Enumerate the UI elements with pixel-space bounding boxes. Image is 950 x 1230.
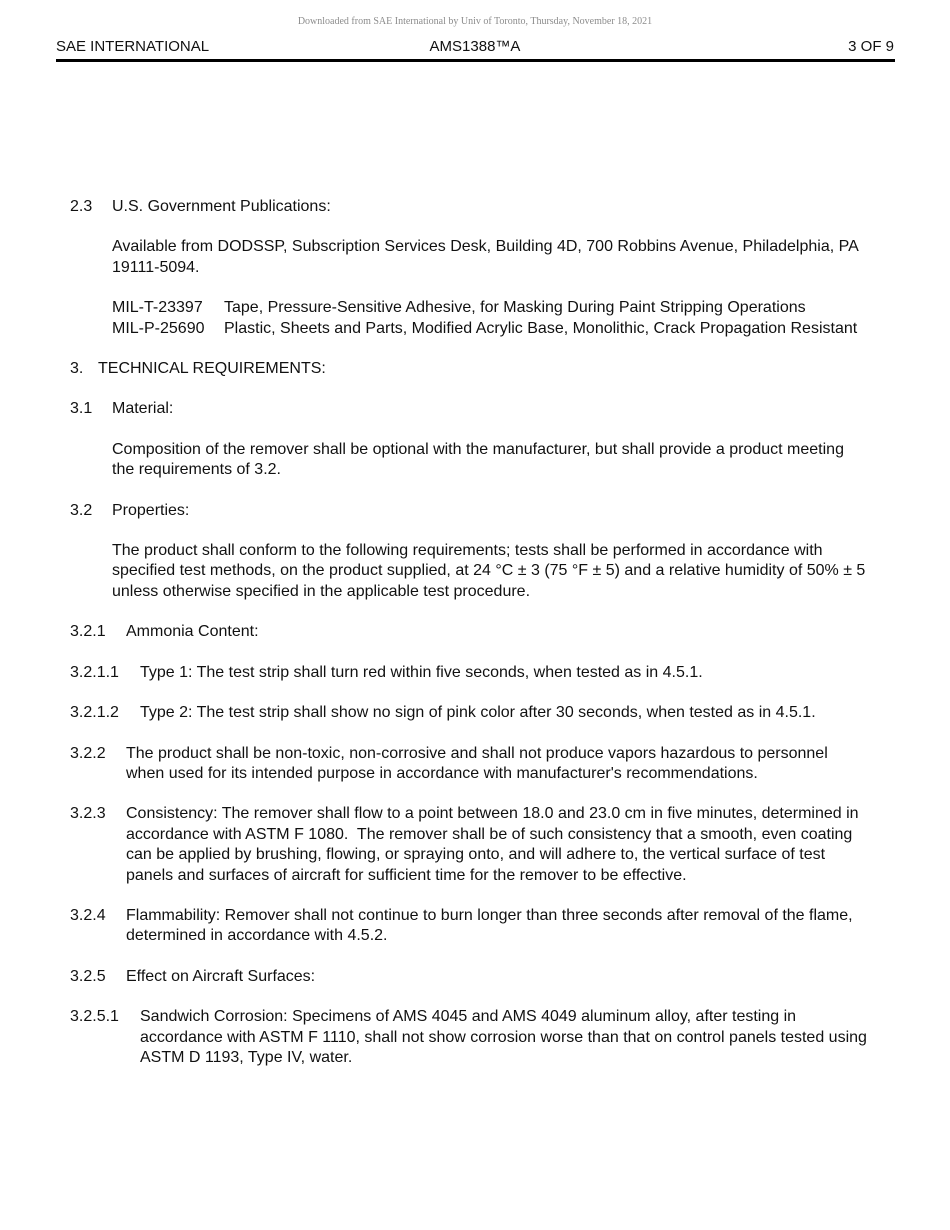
section-3-2-3 [70,804,870,886]
section-title: TECHNICAL REQUIREMENTS: [98,360,326,378]
section-3-heading [70,359,870,379]
section-3-2-5 [70,967,870,987]
section-title: Properties: [112,501,190,519]
header-rule [56,59,895,62]
document-body [70,197,870,1068]
section-number: 3.2.5.1 [70,1008,119,1026]
section-number: 3.2.4 [70,906,106,924]
section-3-2-heading [70,501,870,521]
section-2-3-heading [70,197,870,217]
section-3-2-1-1 [70,663,870,683]
section-3-2-1 [70,622,870,642]
section-number: 3.2.3 [70,805,106,823]
section-3-2-5-1 [70,1007,870,1068]
header-page-number: 3 OF 9 [848,38,894,55]
section-3-2-body: The product shall conform to the following requirements; tests shall be performed in accordance with specified test methods, on the product supplied, at 24 °C ± 3 (75 °F ± 5) and a relative humidity of 50% ± 5 unless otherwise specified in the applicable test procedure. [112,542,866,600]
section-text: Type 2: The test strip shall show no sign of pink color after 30 seconds, when tested as in 4.5.1. [140,704,816,722]
section-text: Ammonia Content: [126,623,259,641]
download-notice: Downloaded from SAE International by Univ of Toronto, Thursday, November 18, 2021 [297,16,653,27]
reference-item [112,319,870,339]
section-title: Material: [112,400,174,418]
section-number: 3.2.1.1 [70,663,119,681]
section-number: 3.2.5 [70,967,106,985]
section-text: Consistency: The remover shall flow to a point between 18.0 and 23.0 cm in five minutes, determined in accordance with ASTM F 1080. The remover shall be of such consistency that a smooth, even coating can be applied by brushing, flowing, or spraying onto, and will adhere to, the vertical surface of test panels and surfaces of aircraft for sufficient time for the remover to be effective. [126,805,863,884]
section-3-2-2 [70,744,870,785]
section-2-3-availability: Available from DODSSP, Subscription Services Desk, Building 4D, 700 Robbins Avenue, Philadelphia, PA 19111-5094. [112,238,858,276]
reference-description: Tape, Pressure-Sensitive Adhesive, for Masking During Paint Stripping Operations [224,299,806,317]
section-number: 3.2.2 [70,744,106,762]
header-org: SAE INTERNATIONAL [56,38,210,55]
section-number: 3.2.1 [70,623,106,641]
section-3-1-heading [70,399,870,419]
section-3-1-body: Composition of the remover shall be optional with the manufacturer, but shall provide a product meeting the requirements of 3.2. [112,440,844,479]
section-number: 3. [70,360,84,378]
reference-code: MIL-P-25690 [112,319,205,337]
reference-description: Plastic, Sheets and Parts, Modified Acrylic Base, Monolithic, Crack Propagation Resistant [224,319,858,337]
section-number: 3.2 [70,501,93,519]
reference-list [70,298,870,339]
section-number: 3.2.1.2 [70,704,119,722]
reference-code: MIL-T-23397 [112,299,203,317]
section-text: The product shall be non-toxic, non-corrosive and shall not produce vapors hazardous to personnel when used for its intended purpose in accordance with manufacturer's recommendations. [126,744,828,782]
reference-item [112,298,870,318]
header-doc-number: AMS1388™A [429,38,521,55]
section-text: Flammability: Remover shall not continue to burn longer than three seconds after removal of the flame, determined in accordance with 4.5.2. [126,906,853,945]
section-text: Sandwich Corrosion: Specimens of AMS 4045 and AMS 4049 aluminum alloy, after testing in accordance with ASTM F 1110, shall not show corrosion worse than that on control panels tested using ASTM D 1193, Type IV, water. [140,1008,867,1066]
section-number: 3.1 [70,400,93,418]
section-3-2-1-2 [70,703,870,723]
section-3-2-4 [70,906,870,947]
section-title: U.S. Government Publications: [112,198,331,215]
section-number: 2.3 [70,198,93,215]
section-text: Effect on Aircraft Surfaces: [126,967,316,985]
section-text: Type 1: The test strip shall turn red within five seconds, when tested as in 4.5.1. [140,663,703,681]
